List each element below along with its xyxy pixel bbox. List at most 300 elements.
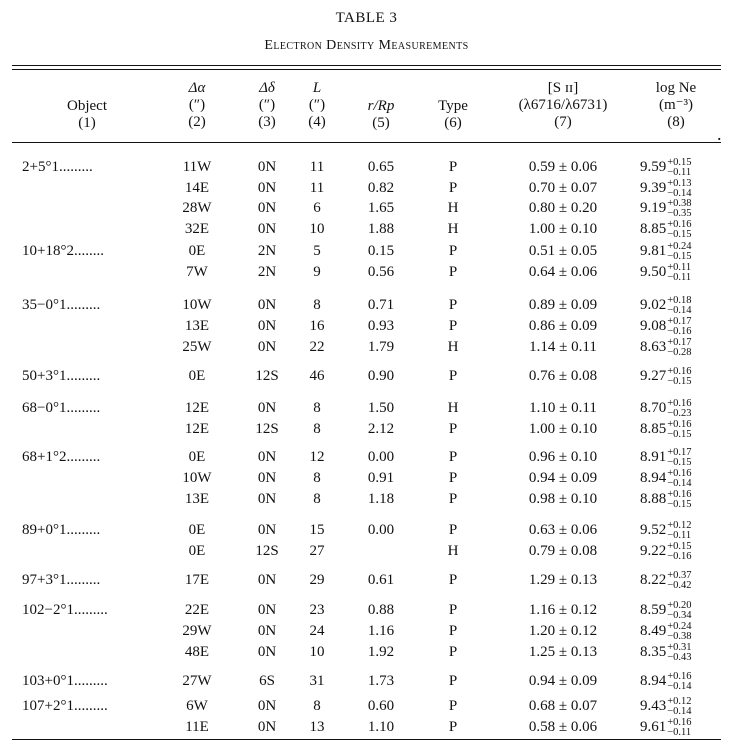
delta-alpha-cell: 11E [185, 719, 209, 735]
length-cell: 10 [309, 644, 325, 660]
header-sii-lines: (λ6716/λ6731) [518, 97, 608, 113]
log-ne-upper-error: +0.15 [667, 157, 692, 168]
type-cell: P [448, 470, 458, 486]
length-cell: 22 [309, 339, 325, 355]
length-cell: 15 [309, 522, 325, 538]
log-ne-group [640, 447, 692, 468]
type-cell: H [447, 200, 459, 216]
header-delta-delta-name: Δδ [259, 80, 275, 96]
sii-ratio-cell: 0.96 ± 0.10 [528, 449, 598, 465]
r-rp-cell: 0.91 [367, 470, 395, 486]
log-ne-group [640, 398, 692, 419]
table-title: Electron Density Measurements [264, 38, 469, 53]
r-rp-cell: 0.65 [367, 159, 395, 175]
header-delta-alpha-name: Δα [188, 80, 206, 96]
log-ne-lower-error: −0.15 [667, 499, 692, 510]
log-ne-value: 9.43 [640, 698, 667, 714]
header-length-name: L [312, 80, 322, 96]
r-rp-cell: 1.88 [367, 221, 395, 237]
delta-delta-cell: 0N [257, 339, 277, 355]
header-log-ne [640, 80, 712, 131]
log-ne-group [640, 178, 692, 199]
sii-ratio-cell: 0.76 ± 0.08 [528, 368, 598, 384]
log-ne-upper-error: +0.11 [667, 262, 692, 273]
type-cell: P [448, 264, 458, 280]
object-cell: 102−2°1......... [22, 602, 108, 618]
log-ne-cell [640, 642, 724, 662]
log-ne-upper-error: +0.37 [667, 570, 692, 581]
header-object-num: (1) [78, 115, 96, 131]
delta-delta-cell: 2N [257, 264, 277, 280]
delta-delta-cell: 0N [257, 400, 277, 416]
r-rp-cell: 0.60 [367, 698, 395, 714]
log-ne-group [640, 316, 692, 337]
log-ne-group [640, 696, 692, 717]
length-cell: 8 [313, 297, 321, 313]
log-ne-value: 8.22 [640, 572, 667, 588]
log-ne-group [640, 419, 692, 440]
log-ne-group [640, 198, 692, 219]
log-ne-value: 8.70 [640, 400, 667, 416]
log-ne-lower-error: −0.43 [667, 652, 692, 663]
log-ne-value: 8.88 [640, 491, 667, 507]
length-cell: 6 [313, 200, 321, 216]
r-rp-cell: 0.56 [367, 264, 395, 280]
delta-alpha-cell: 11W [182, 159, 212, 175]
delta-delta-cell: 0N [257, 719, 277, 735]
sii-ratio-cell: 0.64 ± 0.06 [528, 264, 598, 280]
log-ne-cell [640, 241, 724, 261]
log-ne-lower-error: −0.16 [667, 551, 692, 562]
log-ne-lower-error: −0.11 [667, 167, 692, 178]
log-ne-upper-error: +0.12 [667, 520, 692, 531]
log-ne-value: 8.35 [640, 644, 667, 660]
object-cell: 89+0°1......... [22, 522, 101, 538]
r-rp-cell: 1.16 [367, 623, 395, 639]
delta-alpha-cell: 12E [184, 400, 210, 416]
sii-ratio-cell: 0.89 ± 0.09 [528, 297, 598, 313]
type-cell: P [448, 368, 458, 384]
sii-ratio-cell: 0.63 ± 0.06 [528, 522, 598, 538]
top-rule-double [12, 69, 721, 70]
log-ne-lower-error: −0.16 [667, 326, 692, 337]
delta-alpha-cell: 48E [184, 644, 210, 660]
log-ne-group [640, 600, 692, 621]
log-ne-upper-error: +0.16 [667, 489, 692, 500]
trailing-mark: . [717, 124, 722, 144]
type-cell: P [448, 644, 458, 660]
delta-alpha-cell: 22E [184, 602, 210, 618]
header-delta-delta [244, 80, 290, 131]
delta-alpha-cell: 14E [184, 180, 210, 196]
log-ne-value: 9.22 [640, 543, 667, 559]
type-cell: P [448, 491, 458, 507]
type-cell: P [448, 449, 458, 465]
bottom-rule [12, 739, 721, 740]
log-ne-lower-error: −0.28 [667, 347, 692, 358]
log-ne-upper-error: +0.16 [667, 419, 692, 430]
type-cell: P [448, 719, 458, 735]
log-ne-cell [640, 198, 724, 218]
header-log-ne-name: log Ne [655, 80, 697, 96]
header-delta-alpha-unit: (″) [188, 97, 206, 113]
log-ne-cell [640, 671, 724, 691]
log-ne-upper-error: +0.12 [667, 696, 692, 707]
log-ne-value: 9.50 [640, 264, 667, 280]
length-cell: 5 [313, 243, 321, 259]
log-ne-cell [640, 295, 724, 315]
log-ne-group [640, 468, 692, 489]
log-ne-group [640, 520, 692, 541]
log-ne-value: 8.85 [640, 421, 667, 437]
log-ne-cell [640, 447, 724, 467]
header-r-rp-name: r/Rp [367, 98, 395, 114]
length-cell: 8 [313, 491, 321, 507]
log-ne-value: 9.27 [640, 368, 667, 384]
log-ne-value: 9.52 [640, 522, 667, 538]
object-cell: 10+18°2........ [22, 243, 104, 259]
length-cell: 10 [309, 221, 325, 237]
object-cell: 35−0°1......... [22, 297, 101, 313]
log-ne-value: 9.19 [640, 200, 667, 216]
header-sii-name: [S ɪɪ] [547, 80, 579, 96]
header-length-unit: (″) [308, 97, 326, 113]
log-ne-cell [640, 696, 724, 716]
delta-alpha-cell: 28W [182, 200, 212, 216]
log-ne-value: 8.94 [640, 673, 667, 689]
log-ne-group [640, 642, 692, 663]
delta-delta-cell: 0N [257, 180, 277, 196]
delta-alpha-cell: 10W [182, 470, 212, 486]
delta-delta-cell: 0N [257, 449, 277, 465]
sii-ratio-cell: 0.94 ± 0.09 [528, 470, 598, 486]
header-delta-delta-unit: (″) [258, 97, 276, 113]
delta-delta-cell: 6S [259, 673, 275, 689]
object-cell: 68−0°1......... [22, 400, 101, 416]
table-label: TABLE 3 [335, 10, 398, 26]
delta-delta-cell: 0N [257, 221, 277, 237]
log-ne-upper-error: +0.24 [667, 621, 692, 632]
sii-ratio-cell: 0.51 ± 0.05 [528, 243, 598, 259]
r-rp-cell: 0.82 [367, 180, 395, 196]
header-r-rp [352, 98, 410, 132]
r-rp-cell: 0.00 [367, 522, 395, 538]
log-ne-group [640, 295, 692, 316]
type-cell: P [448, 602, 458, 618]
log-ne-value: 8.63 [640, 339, 667, 355]
delta-alpha-cell: 0E [188, 522, 206, 538]
length-cell: 31 [309, 673, 325, 689]
log-ne-cell [640, 600, 724, 620]
delta-alpha-cell: 0E [188, 449, 206, 465]
delta-alpha-cell: 17E [184, 572, 210, 588]
log-ne-group [640, 337, 692, 358]
log-ne-value: 9.08 [640, 318, 667, 334]
type-cell: P [448, 159, 458, 175]
type-cell: P [448, 318, 458, 334]
log-ne-cell [640, 157, 724, 177]
log-ne-cell [640, 219, 724, 239]
delta-delta-cell: 12S [255, 368, 279, 384]
log-ne-lower-error: −0.11 [667, 272, 692, 283]
log-ne-lower-error: −0.23 [667, 408, 692, 419]
log-ne-cell [640, 262, 724, 282]
log-ne-cell [640, 717, 724, 737]
r-rp-cell: 1.73 [367, 673, 395, 689]
header-object [52, 98, 122, 132]
log-ne-lower-error: −0.34 [667, 610, 692, 621]
log-ne-lower-error: −0.38 [667, 631, 692, 642]
log-ne-upper-error: +0.17 [667, 316, 692, 327]
delta-delta-cell: 0N [257, 200, 277, 216]
header-type-name: Type [438, 98, 468, 114]
log-ne-value: 9.39 [640, 180, 667, 196]
log-ne-lower-error: −0.15 [667, 376, 692, 387]
log-ne-value: 8.94 [640, 470, 667, 486]
delta-alpha-cell: 32E [184, 221, 210, 237]
log-ne-group [640, 671, 692, 692]
log-ne-cell [640, 541, 724, 561]
delta-delta-cell: 12S [255, 421, 279, 437]
r-rp-cell: 0.00 [367, 449, 395, 465]
delta-alpha-cell: 0E [188, 243, 206, 259]
header-length-num: (4) [308, 114, 326, 130]
log-ne-value: 8.91 [640, 449, 667, 465]
log-ne-upper-error: +0.15 [667, 541, 692, 552]
header-sii-ratio [495, 80, 631, 131]
log-ne-upper-error: +0.16 [667, 468, 692, 479]
sii-ratio-cell: 1.14 ± 0.11 [529, 339, 597, 355]
log-ne-value: 9.59 [640, 159, 667, 175]
sii-ratio-cell: 0.68 ± 0.07 [528, 698, 598, 714]
log-ne-upper-error: +0.24 [667, 241, 692, 252]
delta-alpha-cell: 27W [182, 673, 212, 689]
log-ne-upper-error: +0.16 [667, 366, 692, 377]
length-cell: 13 [309, 719, 325, 735]
log-ne-upper-error: +0.16 [667, 671, 692, 682]
delta-delta-cell: 12S [255, 543, 279, 559]
header-object-name: Object [67, 98, 107, 114]
log-ne-value: 9.81 [640, 243, 667, 259]
log-ne-upper-error: +0.17 [667, 337, 692, 348]
type-cell: H [447, 400, 459, 416]
delta-delta-cell: 0N [257, 297, 277, 313]
length-cell: 16 [309, 318, 325, 334]
delta-alpha-cell: 13E [184, 491, 210, 507]
length-cell: 11 [309, 180, 325, 196]
delta-alpha-cell: 13E [184, 318, 210, 334]
r-rp-cell: 0.93 [367, 318, 395, 334]
object-cell: 103+0°1......... [22, 673, 108, 689]
r-rp-cell: 1.50 [367, 400, 395, 416]
delta-alpha-cell: 6W [186, 698, 208, 714]
log-ne-group [640, 219, 692, 240]
log-ne-lower-error: −0.15 [667, 251, 692, 262]
sii-ratio-cell: 0.80 ± 0.20 [528, 200, 598, 216]
length-cell: 24 [309, 623, 325, 639]
log-ne-group [640, 241, 692, 262]
log-ne-cell [640, 621, 724, 641]
length-cell: 46 [309, 368, 325, 384]
log-ne-upper-error: +0.31 [667, 642, 692, 653]
r-rp-cell: 0.15 [367, 243, 395, 259]
delta-delta-cell: 0N [257, 572, 277, 588]
log-ne-group [640, 489, 692, 510]
type-cell: P [448, 421, 458, 437]
log-ne-cell [640, 337, 724, 357]
header-type [428, 98, 478, 132]
log-ne-upper-error: +0.16 [667, 717, 692, 728]
log-ne-group [640, 157, 692, 178]
sii-ratio-cell: 0.70 ± 0.07 [528, 180, 598, 196]
header-delta-alpha-num: (2) [188, 114, 206, 130]
delta-alpha-cell: 12E [184, 421, 210, 437]
log-ne-cell [640, 570, 724, 590]
type-cell: P [448, 572, 458, 588]
length-cell: 8 [313, 470, 321, 486]
length-cell: 23 [309, 602, 325, 618]
r-rp-cell: 0.90 [367, 368, 395, 384]
log-ne-value: 8.59 [640, 602, 667, 618]
r-rp-cell: 1.79 [367, 339, 395, 355]
sii-ratio-cell: 0.86 ± 0.09 [528, 318, 598, 334]
log-ne-cell [640, 520, 724, 540]
log-ne-cell [640, 468, 724, 488]
log-ne-lower-error: −0.15 [667, 229, 692, 240]
sii-ratio-cell: 1.25 ± 0.13 [528, 644, 598, 660]
log-ne-upper-error: +0.16 [667, 398, 692, 409]
type-cell: H [447, 543, 459, 559]
log-ne-cell [640, 316, 724, 336]
header-length [297, 80, 337, 131]
log-ne-cell [640, 398, 724, 418]
r-rp-cell: 1.18 [367, 491, 395, 507]
log-ne-lower-error: −0.42 [667, 580, 692, 591]
r-rp-cell: 1.92 [367, 644, 395, 660]
log-ne-cell [640, 419, 724, 439]
length-cell: 27 [309, 543, 325, 559]
r-rp-cell: 0.88 [367, 602, 395, 618]
sii-ratio-cell: 1.16 ± 0.12 [528, 602, 598, 618]
type-cell: H [447, 339, 459, 355]
delta-alpha-cell: 0E [188, 368, 206, 384]
delta-delta-cell: 0N [257, 159, 277, 175]
log-ne-group [640, 570, 692, 591]
type-cell: P [448, 698, 458, 714]
log-ne-cell [640, 366, 724, 386]
r-rp-cell: 0.61 [367, 572, 395, 588]
log-ne-value: 8.85 [640, 221, 667, 237]
top-rule [12, 65, 721, 66]
log-ne-value: 9.61 [640, 719, 667, 735]
length-cell: 12 [309, 449, 325, 465]
sii-ratio-cell: 1.20 ± 0.12 [528, 623, 598, 639]
log-ne-lower-error: −0.15 [667, 429, 692, 440]
object-cell: 107+2°1......... [22, 698, 108, 714]
log-ne-lower-error: −0.14 [667, 188, 692, 199]
delta-delta-cell: 0N [257, 522, 277, 538]
log-ne-lower-error: −0.14 [667, 681, 692, 692]
log-ne-lower-error: −0.14 [667, 478, 692, 489]
r-rp-cell: 1.10 [367, 719, 395, 735]
length-cell: 8 [313, 698, 321, 714]
sii-ratio-cell: 0.98 ± 0.10 [528, 491, 598, 507]
header-sii-num: (7) [554, 114, 572, 130]
delta-alpha-cell: 0E [188, 543, 206, 559]
type-cell: P [448, 522, 458, 538]
log-ne-upper-error: +0.16 [667, 219, 692, 230]
sii-ratio-cell: 0.94 ± 0.09 [528, 673, 598, 689]
delta-delta-cell: 2N [257, 243, 277, 259]
sii-ratio-cell: 0.58 ± 0.06 [528, 719, 598, 735]
header-type-num: (6) [444, 115, 462, 131]
sii-ratio-cell: 0.59 ± 0.06 [528, 159, 598, 175]
header-log-ne-num: (8) [667, 114, 685, 130]
type-cell: P [448, 243, 458, 259]
log-ne-lower-error: −0.14 [667, 305, 692, 316]
length-cell: 8 [313, 400, 321, 416]
length-cell: 8 [313, 421, 321, 437]
sii-ratio-cell: 1.10 ± 0.11 [529, 400, 597, 416]
log-ne-cell [640, 178, 724, 198]
type-cell: P [448, 297, 458, 313]
delta-alpha-cell: 7W [186, 264, 208, 280]
object-cell: 2+5°1......... [22, 159, 93, 175]
r-rp-cell: 1.65 [367, 200, 395, 216]
header-r-rp-num: (5) [372, 115, 390, 131]
sii-ratio-cell: 1.29 ± 0.13 [528, 572, 598, 588]
delta-delta-cell: 0N [257, 491, 277, 507]
delta-delta-cell: 0N [257, 318, 277, 334]
log-ne-value: 9.02 [640, 297, 667, 313]
type-cell: P [448, 623, 458, 639]
object-cell: 50+3°1......... [22, 368, 101, 384]
type-cell: P [448, 673, 458, 689]
log-ne-value: 8.49 [640, 623, 667, 639]
log-ne-upper-error: +0.13 [667, 178, 692, 189]
log-ne-upper-error: +0.17 [667, 447, 692, 458]
log-ne-upper-error: +0.20 [667, 600, 692, 611]
log-ne-lower-error: −0.14 [667, 706, 692, 717]
header-log-ne-unit: (m⁻³) [658, 97, 694, 113]
log-ne-group [640, 262, 692, 283]
delta-delta-cell: 0N [257, 602, 277, 618]
log-ne-group [640, 717, 692, 738]
delta-delta-cell: 0N [257, 470, 277, 486]
object-cell: 97+3°1......... [22, 572, 101, 588]
object-cell: 68+1°2......... [22, 449, 101, 465]
log-ne-cell [640, 489, 724, 509]
length-cell: 29 [309, 572, 325, 588]
r-rp-cell: 0.71 [367, 297, 395, 313]
header-delta-alpha [172, 80, 222, 131]
delta-alpha-cell: 25W [182, 339, 212, 355]
header-delta-delta-num: (3) [258, 114, 276, 130]
log-ne-lower-error: −0.15 [667, 457, 692, 468]
r-rp-cell: 2.12 [367, 421, 395, 437]
delta-delta-cell: 0N [257, 644, 277, 660]
log-ne-group [640, 366, 692, 387]
log-ne-lower-error: −0.35 [667, 208, 692, 219]
header-rule [12, 142, 721, 143]
log-ne-group [640, 621, 692, 642]
log-ne-upper-error: +0.18 [667, 295, 692, 306]
delta-alpha-cell: 29W [182, 623, 212, 639]
type-cell: P [448, 180, 458, 196]
length-cell: 11 [309, 159, 325, 175]
log-ne-lower-error: −0.11 [667, 530, 692, 541]
log-ne-group [640, 541, 692, 562]
